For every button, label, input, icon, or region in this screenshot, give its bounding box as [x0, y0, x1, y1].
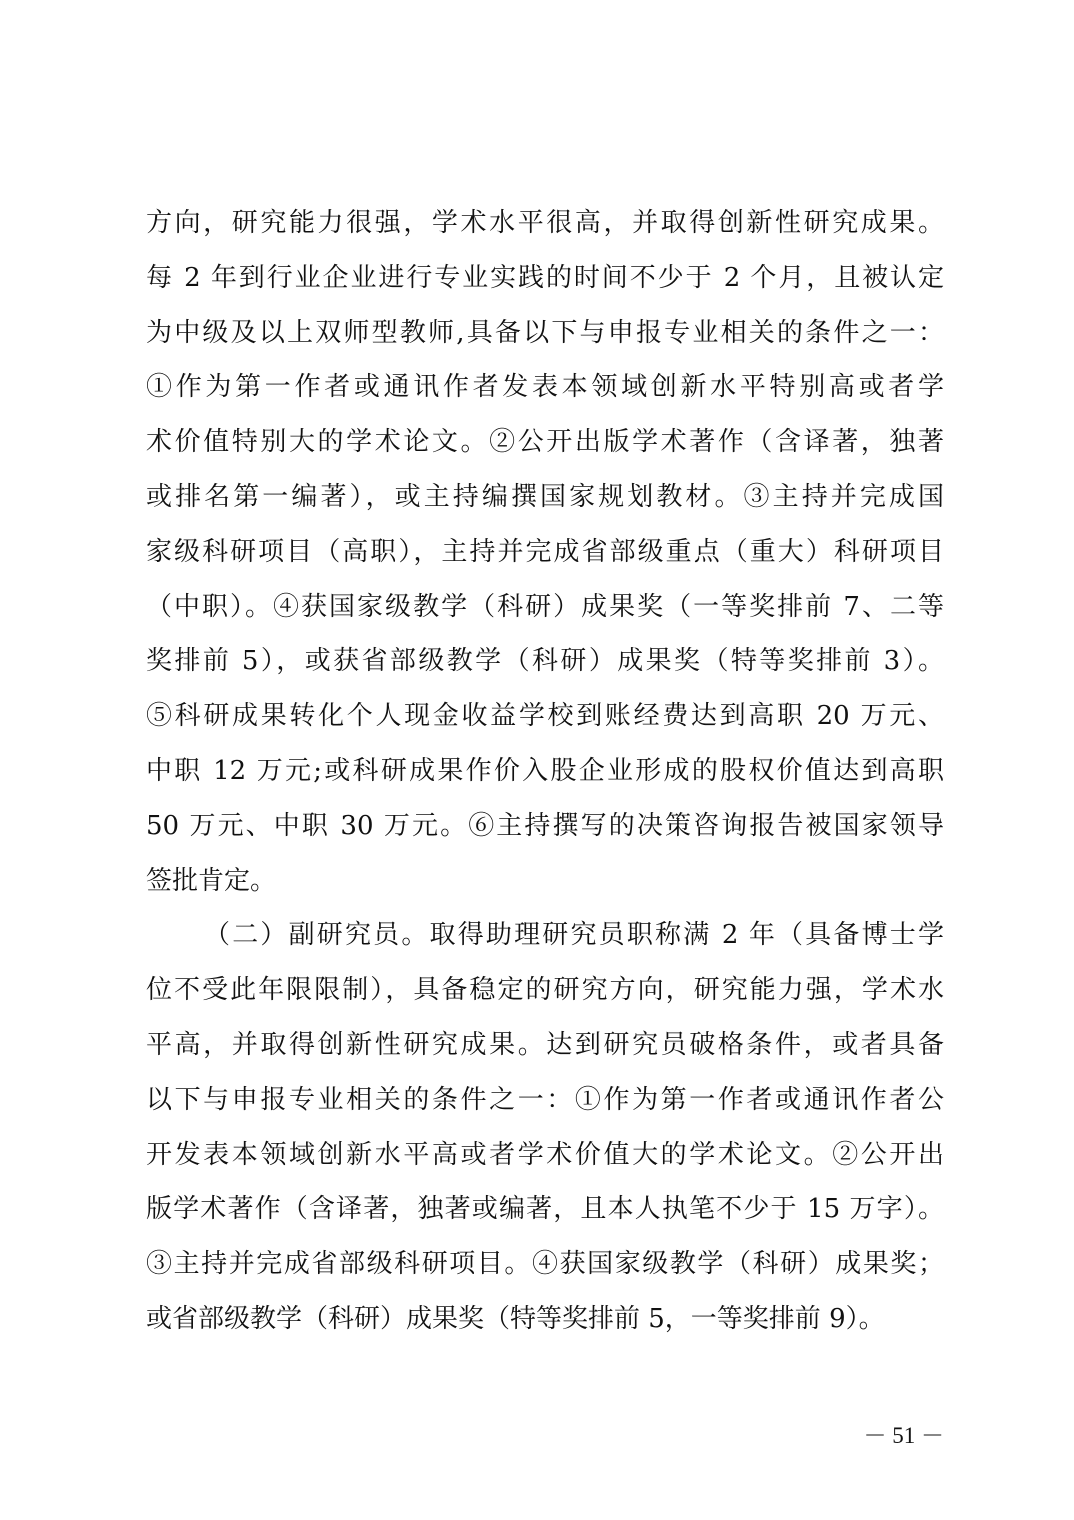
text-line: 50 万元、中职 30 万元。⑥主持撰写的决策咨询报告被国家领导: [146, 810, 944, 841]
text-line: 或省部级教学（科研）成果奖（特等奖排前 5，一等奖排前 9）。: [146, 1303, 885, 1334]
text-line: 或排名第一编著），或主持编撰国家规划教材。③主持并完成国: [146, 481, 944, 512]
text-line: 开发表本领域创新水平高或者学术价值大的学术论文。②公开出: [146, 1139, 944, 1170]
text-line: （中职）。④获国家级教学（科研）成果奖（一等奖排前 7、二等: [146, 591, 944, 622]
text-line: ①作为第一作者或通讯作者发表本领域创新水平特别高或者学: [146, 372, 944, 403]
text-line: 版学术著作（含译著，独著或编著，且本人执笔不少于 15 万字）。: [146, 1194, 944, 1225]
text-line: 方向，研究能力很强，学术水平很高，并取得创新性研究成果。: [146, 208, 944, 238]
text-line: 每 2 年到行业企业进行专业实践的时间不少于 2 个月，且被认定: [146, 262, 944, 293]
text-line: 中职 12 万元;或科研成果作价入股企业形成的股权价值达到高职: [146, 755, 944, 786]
text-line: 位不受此年限限制），具备稳定的研究方向，研究能力强，学术水: [146, 975, 944, 1006]
text-line: 平高，并取得创新性研究成果。达到研究员破格条件，或者具备: [146, 1029, 944, 1060]
text-line: 家级科研项目（高职），主持并完成省部级重点（重大）科研项目: [146, 536, 944, 567]
text-line: ③主持并完成省部级科研项目。④获国家级教学（科研）成果奖；: [146, 1249, 944, 1280]
text-line: （二）副研究员。取得助理研究员职称满 2 年（具备博士学: [204, 920, 944, 951]
text-line: 为中级及以上双师型教师,具备以下与申报专业相关的条件之一：: [146, 317, 944, 348]
text-line: ⑤科研成果转化个人现金收益学校到账经费达到高职 20 万元、: [146, 701, 944, 732]
text-line: 以下与申报专业相关的条件之一：①作为第一作者或通讯作者公: [146, 1084, 944, 1115]
text-line: 签批肯定。: [146, 865, 277, 896]
text-line: 奖排前 5），或获省部级教学（科研）成果奖（特等奖排前 3）。: [146, 646, 944, 677]
text-line: 术价值特别大的学术论文。②公开出版学术著作（含译著，独著: [146, 427, 944, 458]
page-number: － 51 －: [863, 1423, 944, 1448]
body-text: [146, 196, 944, 1347]
